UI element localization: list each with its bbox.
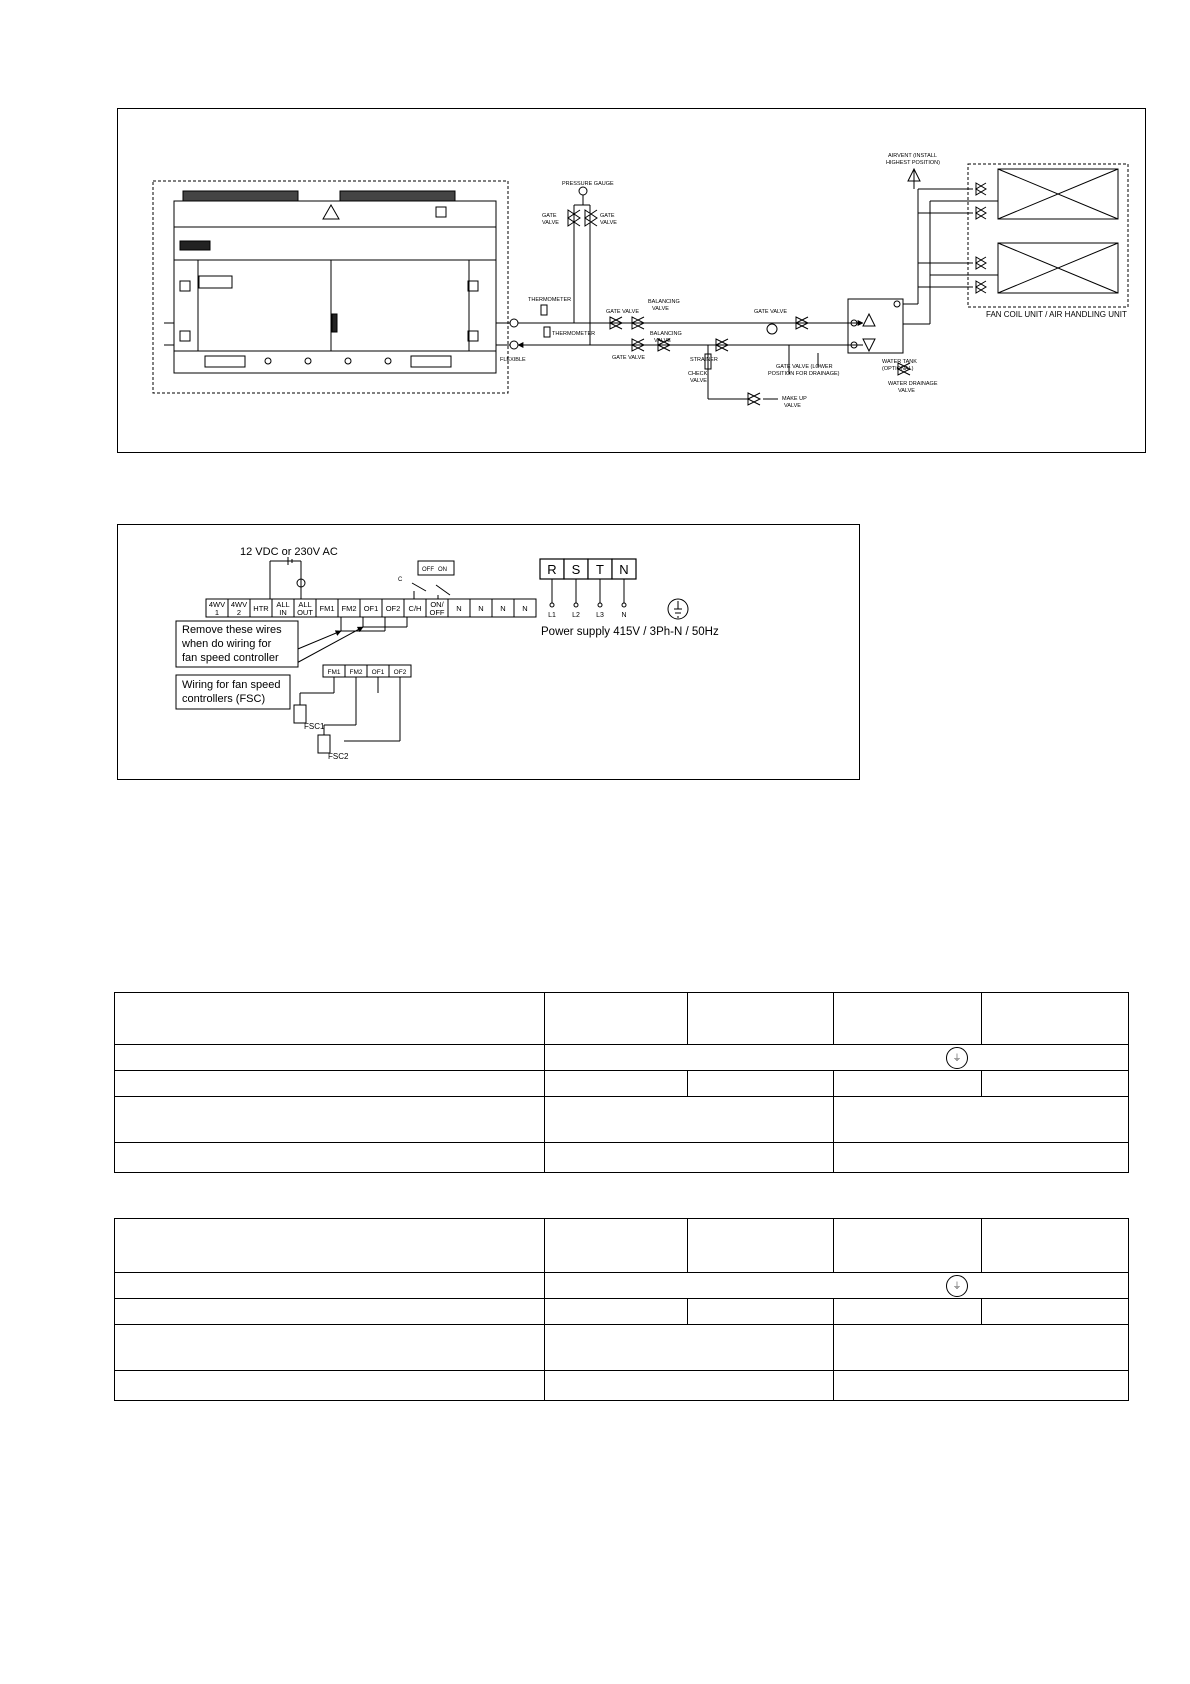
label-gate-valve: GATE	[542, 213, 557, 219]
fsc-terminal	[323, 665, 345, 677]
thermometer-icon	[541, 305, 547, 315]
label-balancing-valve: BALANCING	[650, 331, 682, 337]
table-row	[115, 1045, 1129, 1071]
terminal-label: OFF	[429, 608, 445, 617]
fcu-pipes	[903, 164, 1128, 324]
fsc-terminal-label: FM1	[327, 669, 341, 676]
fsc-terminals	[323, 665, 411, 677]
earth-icon: ⏚	[946, 1275, 968, 1297]
label-balancing-valve: VALVE	[654, 338, 671, 344]
label-flexible: FLEXIBLE	[500, 357, 526, 363]
terminal-block	[492, 599, 514, 617]
fsc-terminal	[367, 665, 389, 677]
label-gate-valve: GATE VALVE	[612, 355, 646, 361]
terminal-label: 2	[236, 608, 242, 617]
fsc-terminal	[389, 665, 411, 677]
power-supply-label: Power supply 415V / 3Ph-N / 50Hz	[541, 626, 719, 638]
terminal-label: ALL	[276, 600, 290, 609]
terminal-block	[382, 599, 404, 617]
label-gate-valve: GATE VALVE	[606, 309, 640, 315]
valves	[568, 210, 910, 405]
label-gate-valve-drain: POSITION FOR DRAINAGE)	[768, 371, 840, 377]
terminal-block	[228, 599, 250, 617]
terminal-block	[250, 599, 272, 617]
label-pressure-gauge: PRESSURE GAUGE	[562, 181, 614, 187]
table-row	[115, 1071, 1129, 1097]
power-terminal	[588, 559, 612, 619]
power-terminal-label: N	[619, 562, 629, 577]
table-row	[115, 1299, 1129, 1325]
label-strainer: STRAINER	[690, 357, 718, 363]
note-remove-wires: fan speed controller	[182, 652, 279, 664]
piping-diagram	[118, 109, 1147, 454]
power-wires	[668, 599, 688, 619]
terminal-block	[470, 599, 492, 617]
note-remove-wires: when do wiring for	[182, 638, 272, 650]
power-terminals	[540, 559, 636, 619]
pump-icon	[767, 324, 777, 334]
chiller-unit	[153, 181, 510, 393]
label-balancing-valve: VALVE	[652, 306, 669, 312]
terminal-block	[426, 599, 448, 617]
terminal-label: N	[522, 604, 528, 613]
label-gate-valve-drain: GATE VALVE (LOWER	[776, 364, 833, 370]
terminal-block	[404, 599, 426, 617]
power-terminal-label: S	[571, 562, 581, 577]
supply-wires	[270, 557, 305, 599]
label-gate-valve: GATE	[600, 213, 615, 219]
label-make-up-valve: MAKE UP	[782, 396, 807, 402]
table-row	[115, 1097, 1129, 1143]
terminal-label: 4WV	[208, 600, 226, 609]
terminal-block	[206, 599, 228, 617]
terminal-block	[360, 599, 382, 617]
table-row	[115, 1219, 1129, 1273]
label-water-tank: WATER TANK	[882, 359, 917, 365]
terminal-block	[294, 599, 316, 617]
supply-voltage-label: 12 VDC or 230V AC	[240, 546, 338, 558]
note-fsc-wiring: controllers (FSC)	[182, 693, 266, 705]
label-airvent: HIGHEST POSITION)	[886, 160, 940, 166]
power-line-label: N	[621, 612, 627, 619]
fsc2-label: FSC2	[328, 752, 349, 761]
spec-table-2	[114, 1218, 1129, 1401]
terminal-label: ALL	[298, 600, 312, 609]
note-remove-wires: Remove these wires	[182, 624, 282, 636]
power-terminal	[564, 559, 588, 619]
label-thermometer: THERMOMETER	[528, 297, 572, 303]
table-row	[115, 1273, 1129, 1299]
label-make-up-valve: VALVE	[784, 403, 801, 409]
label-check-valve: VALVE	[690, 378, 707, 384]
terminal-label: N	[478, 604, 484, 613]
piping-diagram-frame	[117, 108, 1146, 453]
label-fcu: FAN COIL UNIT / AIR HANDLING UNIT	[986, 310, 1127, 319]
wiring-diagram	[118, 525, 861, 781]
table-row	[115, 993, 1129, 1045]
power-terminal	[540, 559, 564, 619]
fsc-terminal-label: FM2	[349, 669, 363, 676]
terminal-label: N	[500, 604, 506, 613]
piping-labels	[500, 153, 1127, 409]
terminal-label: ON/	[430, 600, 444, 609]
terminal-label: 4WV	[230, 600, 248, 609]
terminal-label: FM1	[319, 604, 335, 613]
spec-table-1	[114, 992, 1129, 1173]
switch-on-label: ON	[438, 567, 447, 573]
terminal-label: C/H	[408, 604, 422, 613]
power-terminal-label: T	[596, 562, 604, 577]
terminal-label: HTR	[253, 604, 269, 613]
label-gate-valve: GATE VALVE	[754, 309, 788, 315]
terminal-block	[272, 599, 294, 617]
label-balancing-valve: BALANCING	[648, 299, 680, 305]
label-water-tank: (OPTIONAL)	[882, 366, 914, 372]
label-gate-valve: VALVE	[600, 220, 617, 226]
terminal-strip	[206, 599, 536, 617]
table-row	[115, 1325, 1129, 1371]
fsc-terminal	[345, 665, 367, 677]
wiring-diagram-frame	[117, 524, 860, 780]
terminal-label: IN	[279, 608, 287, 617]
fsc-terminal-label: OF1	[371, 669, 385, 676]
table-row	[115, 1371, 1129, 1401]
fsc1-label: FSC1	[304, 722, 325, 731]
power-line-label: L2	[572, 612, 580, 619]
note-fsc-wiring: Wiring for fan speed	[182, 679, 281, 691]
jumper-wires	[293, 617, 407, 665]
thermometer-icon	[544, 327, 550, 337]
power-line-label: L1	[548, 612, 556, 619]
switch-c-label: C	[398, 577, 403, 583]
power-terminal	[612, 559, 636, 619]
terminal-block	[338, 599, 360, 617]
instruments	[541, 305, 777, 369]
power-terminal-label: R	[547, 562, 557, 577]
switch-off-label: OFF	[422, 567, 434, 573]
label-thermometer: THERMOMETER	[552, 331, 596, 337]
fsc-wires	[294, 677, 400, 753]
label-water-drainage-valve: WATER DRAINAGE	[888, 381, 938, 387]
terminal-label: FM2	[341, 604, 357, 613]
label-gate-valve: VALVE	[542, 220, 559, 226]
earth-icon: ⏚	[946, 1047, 968, 1069]
label-airvent: AIRVENT (INSTALL	[888, 153, 937, 159]
label-check-valve: CHECK	[688, 371, 708, 377]
terminal-block	[316, 599, 338, 617]
terminal-label: N	[456, 604, 462, 613]
terminal-block	[448, 599, 470, 617]
label-water-drainage-valve: VALVE	[898, 388, 915, 394]
table-row	[115, 1143, 1129, 1173]
terminal-block	[514, 599, 536, 617]
terminal-label: OUT	[297, 608, 313, 617]
terminal-label: OF1	[363, 604, 379, 613]
terminal-label: 1	[214, 608, 220, 617]
fsc-terminal-label: OF2	[393, 669, 407, 676]
terminal-label: OF2	[385, 604, 401, 613]
power-line-label: L3	[596, 612, 604, 619]
